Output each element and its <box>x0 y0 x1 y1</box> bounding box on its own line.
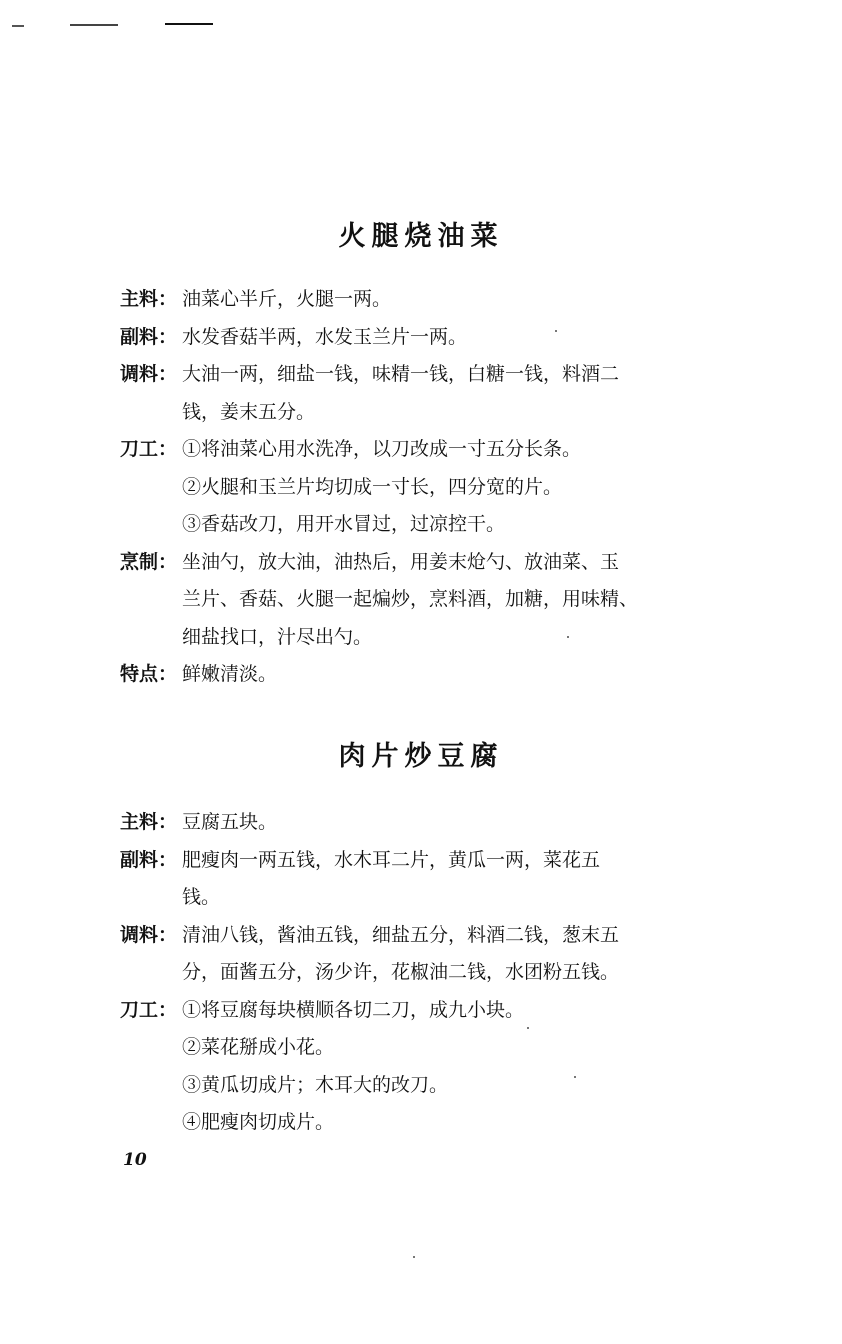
content-line: 油菜心半斤，火腿一两。 <box>182 288 392 310</box>
header-rule-left <box>70 24 118 26</box>
field-features <box>120 656 660 694</box>
field-label: 特点： <box>120 663 178 685</box>
content-line: 坐油勺，放大油，油热后，用姜末炝勺、放油菜、玉 <box>182 550 620 573</box>
recipe-body <box>120 281 660 694</box>
field-knife-work <box>120 992 660 1142</box>
content-line: ③香菇改刀，用开水冒过，过凉控干。 <box>182 513 506 535</box>
content-line: ①将豆腐每块横顺各切二刀，成九小块。 <box>182 998 525 1021</box>
page-number: 10 <box>123 1150 147 1170</box>
content-line: 豆腐五块。 <box>182 811 278 833</box>
recipe-body <box>120 804 660 1142</box>
field-content <box>182 992 660 1142</box>
field-side-ingredients <box>120 842 660 917</box>
field-label: 刀工： <box>120 438 178 460</box>
content-line: 兰片、香菇、火腿一起煸炒，烹料酒，加糖，用味精、 <box>182 588 639 610</box>
content-line: ①将油菜心用水洗净，以刀改成一寸五分长条。 <box>182 438 582 460</box>
scan-mark-rule <box>12 25 24 27</box>
field-label: 刀工： <box>120 998 178 1021</box>
content-line: ④肥瘦肉切成片。 <box>182 1111 335 1133</box>
field-content <box>182 842 660 917</box>
scan-speck <box>413 1256 415 1258</box>
content-line: 钱，姜末五分。 <box>182 400 316 423</box>
field-content <box>182 544 660 657</box>
field-content <box>182 356 660 431</box>
content-line: ③黄瓜切成片；木耳大的改刀。 <box>182 1073 449 1096</box>
field-content <box>182 656 660 694</box>
content-line: 钱。 <box>182 886 221 908</box>
field-label: 副料： <box>120 325 178 348</box>
field-content <box>182 281 660 319</box>
field-label: 主料： <box>120 811 178 833</box>
field-label: 主料： <box>120 288 178 310</box>
field-main-ingredients <box>120 281 660 319</box>
content-line: 水发香菇半两，水发玉兰片一两。 <box>182 325 468 348</box>
content-line: ②火腿和玉兰片均切成一寸长，四分宽的片。 <box>182 475 563 498</box>
field-label: 调料： <box>120 363 178 385</box>
content-line: 肥瘦肉一两五钱，水木耳二片，黄瓜一两，菜花五 <box>182 848 601 871</box>
content-line: 大油一两，细盐一钱，味精一钱，白糖一钱，料酒二 <box>182 363 620 385</box>
field-side-ingredients <box>120 319 660 357</box>
scan-speck <box>527 1027 529 1029</box>
field-label: 烹制： <box>120 550 178 573</box>
content-line: 分，面酱五分，汤少许，花椒油二钱，水团粉五钱。 <box>182 961 620 983</box>
field-seasoning <box>120 356 660 431</box>
recipe-title: 肉片炒豆腐 <box>338 741 504 772</box>
content-line: 鲜嫩清淡。 <box>182 663 278 685</box>
scan-speck <box>567 636 569 638</box>
content-line: 细盐找口，汁尽出勺。 <box>182 625 373 648</box>
field-content <box>182 804 660 842</box>
content-line: 清油八钱，酱油五钱，细盐五分，料酒二钱，葱末五 <box>182 923 620 946</box>
field-content <box>182 319 660 357</box>
field-seasoning <box>120 917 660 992</box>
field-content <box>182 431 660 544</box>
scan-speck <box>574 1076 576 1078</box>
field-content <box>182 917 660 992</box>
recipe-title: 火腿烧油菜 <box>338 221 504 252</box>
field-label: 副料： <box>120 848 178 871</box>
field-main-ingredients <box>120 804 660 842</box>
scan-speck <box>555 330 557 332</box>
header-rule-right <box>165 23 213 25</box>
content-line: ②菜花掰成小花。 <box>182 1036 335 1058</box>
field-knife-work <box>120 431 660 544</box>
field-cooking <box>120 544 660 657</box>
field-label: 调料： <box>120 923 178 946</box>
